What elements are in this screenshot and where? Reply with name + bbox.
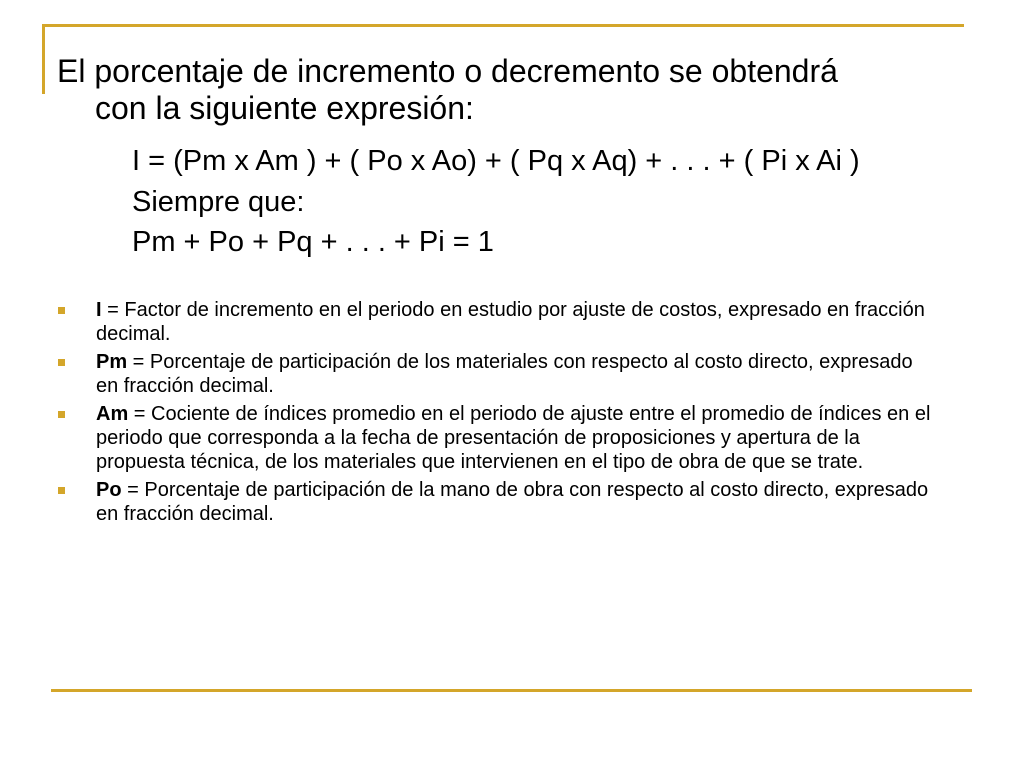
definition-item-am: [56, 402, 936, 474]
definition-term: Am: [96, 403, 129, 425]
top-accent-rule: [42, 24, 964, 27]
definition-text: = Cociente de índices promedio en el periodo de ajuste entre el promedio de índices en el periodo que corresponda a la fecha de presentación de proposiciones y apertura de la propuesta técnica, de los materiales que intervienen en el tipo de obra de que se trate.: [96, 403, 931, 473]
definition-text: = Porcentaje de participación de los materiales con respecto al costo directo, expresado en fracción decimal.: [96, 351, 913, 397]
definition-term: Po: [96, 479, 122, 501]
square-bullet-icon: [58, 487, 65, 494]
definition-term: Pm: [96, 351, 128, 373]
square-bullet-icon: [58, 307, 65, 314]
slide-heading: [57, 53, 977, 127]
definition-term: I: [96, 299, 102, 321]
heading-line-1: El porcentaje de incremento o decremento se obtendrá: [57, 53, 838, 89]
formula-condition-label: Siempre que:: [132, 186, 305, 218]
formula-condition: Pm + Po + Pq + . . . + Pi = 1: [132, 226, 494, 258]
left-accent-rule: [42, 24, 45, 94]
definition-item-po: [56, 478, 936, 526]
square-bullet-icon: [58, 411, 65, 418]
definition-text: = Porcentaje de participación de la mano de obra con respecto al costo directo, expresado en fracción decimal.: [96, 479, 929, 525]
formula-expression: I = (Pm x Am ) + ( Po x Ao) + ( Pq x Aq) + . . . + ( Pi x Ai ): [132, 145, 860, 177]
bottom-accent-rule: [51, 689, 972, 692]
definition-item-i: [56, 298, 936, 346]
square-bullet-icon: [58, 359, 65, 366]
definition-text: = Factor de incremento en el periodo en estudio por ajuste de costos, expresado en fracción decimal.: [96, 299, 925, 345]
heading-line-2: con la siguiente expresión:: [95, 90, 474, 126]
definition-item-pm: [56, 350, 936, 398]
definitions-list: [56, 298, 936, 530]
